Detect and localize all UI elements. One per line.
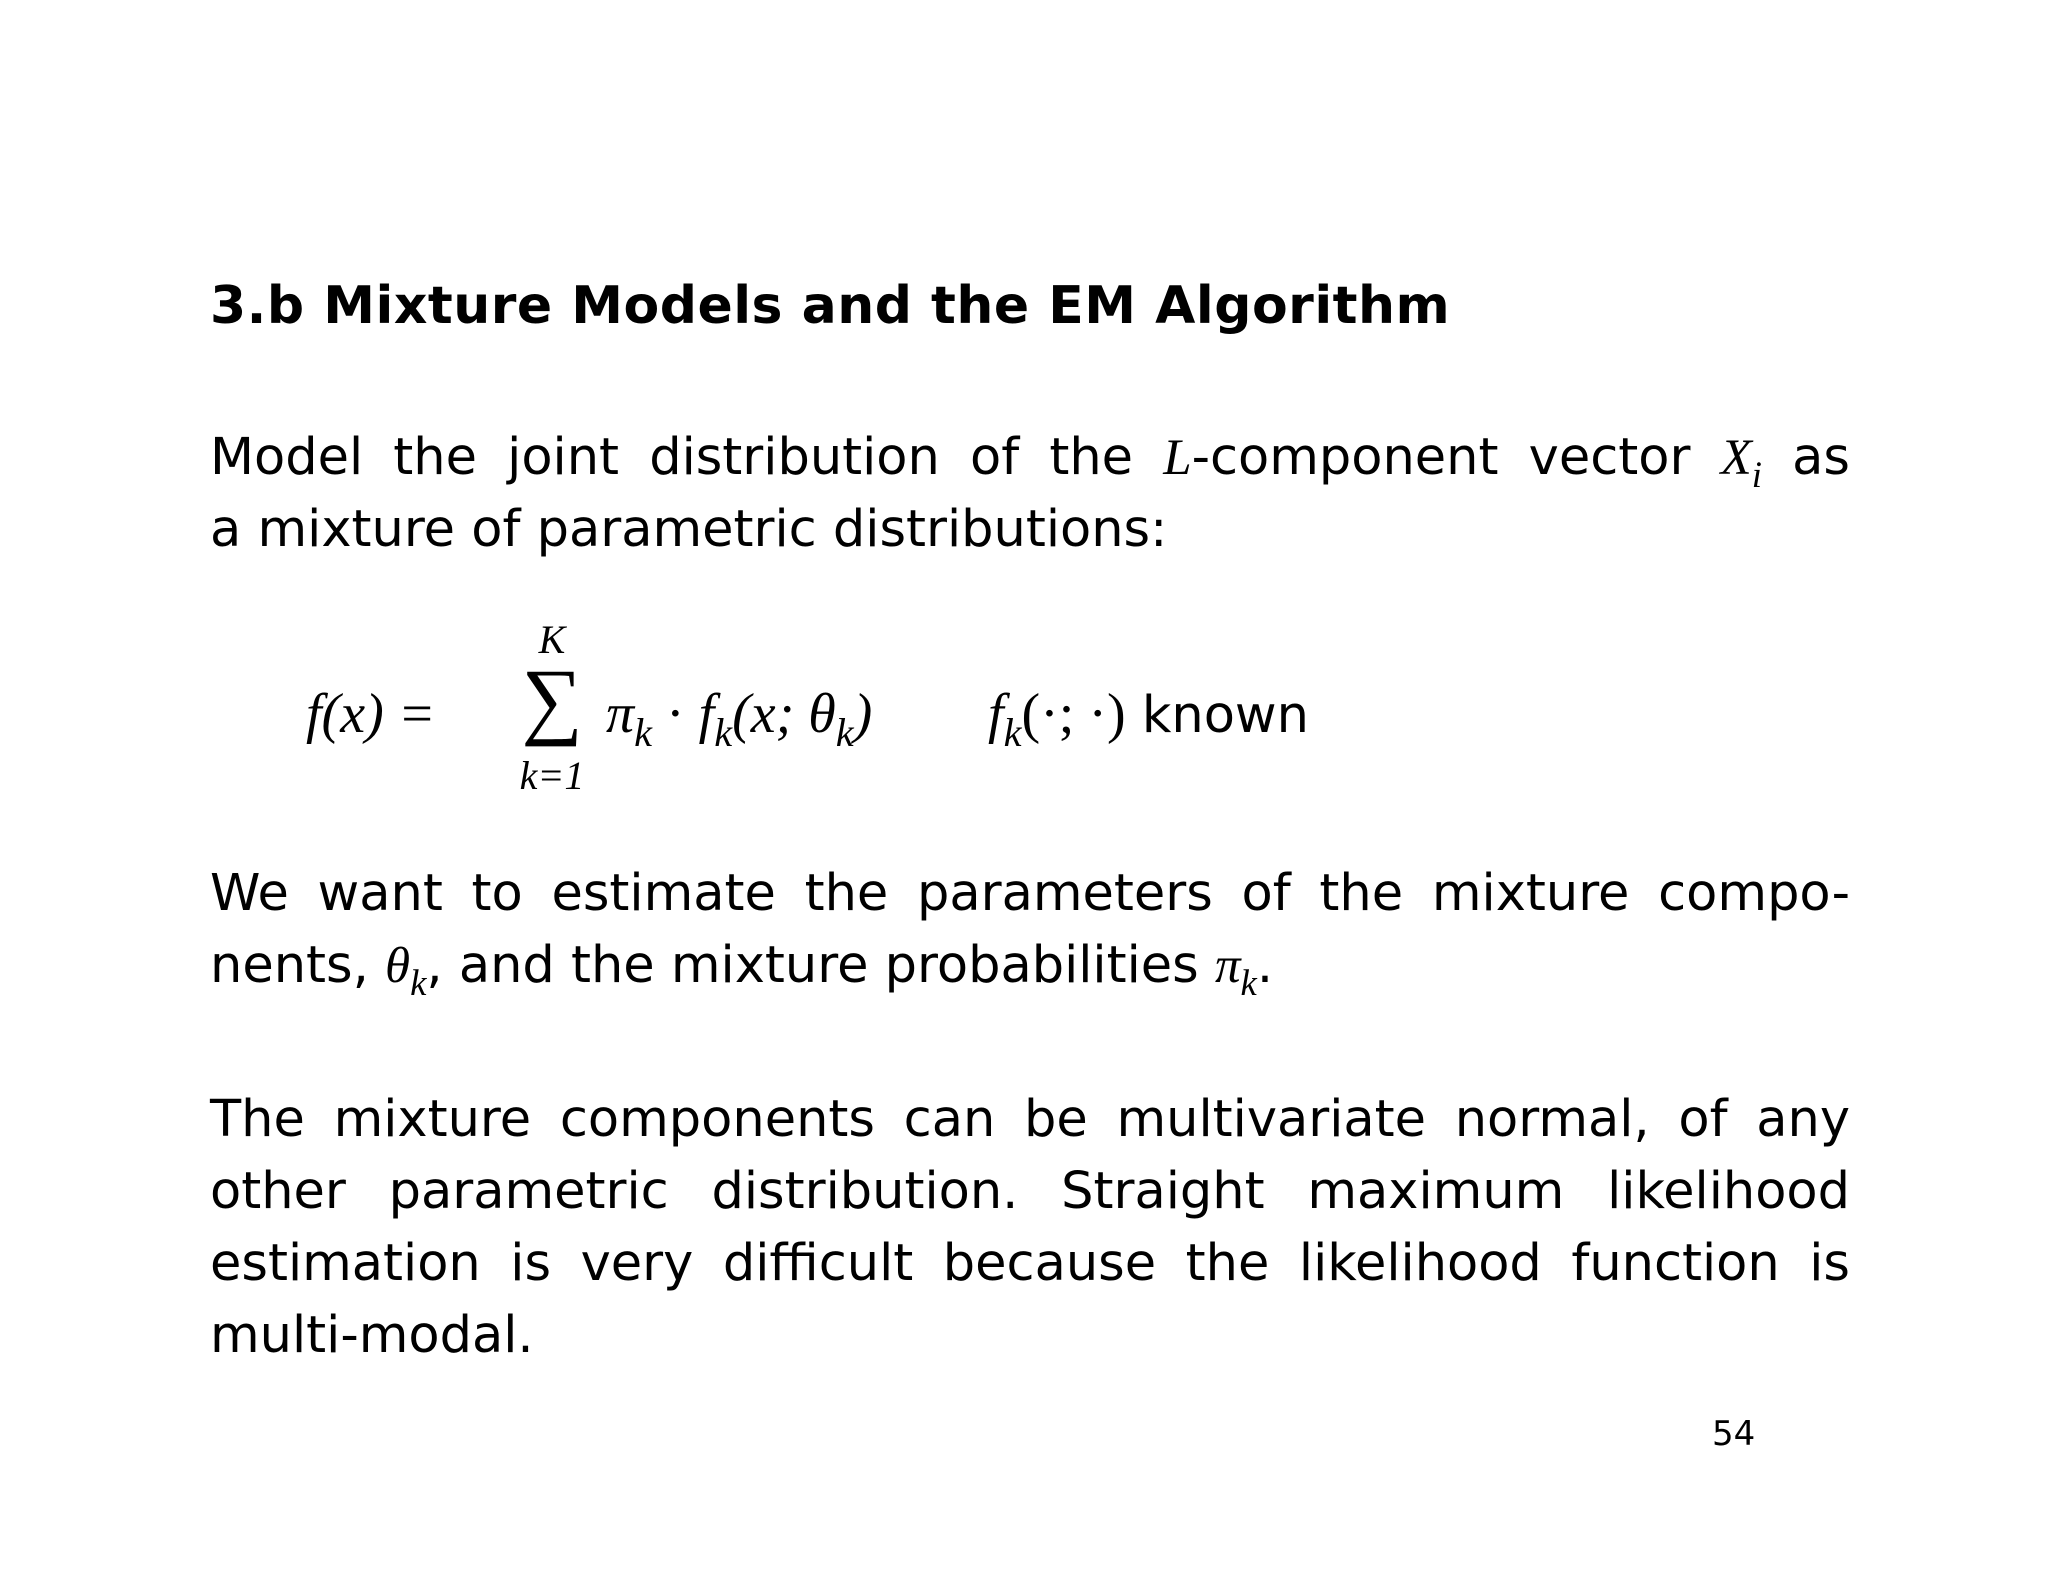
components-line-2: other parametric distribution. Straight maximum likelihood	[210, 1162, 1850, 1221]
estimate-paragraph	[210, 858, 1850, 1002]
intro-line-2: a mixture of parametric distributions:	[210, 500, 1168, 559]
mixture-formula	[306, 617, 1706, 820]
formula-note: $f_k(\cdot$; ·) known	[988, 683, 1309, 756]
estimate-line-2: nents, $\theta_k$, and the mixture probabilities $\pi_k$.	[210, 936, 1274, 1003]
components-line-4: multi-modal.	[210, 1306, 534, 1365]
summation	[502, 617, 602, 820]
components-line-3: estimation is very difficult because the likelihood function is	[210, 1234, 1850, 1293]
sum-lower-limit: k=1	[519, 753, 585, 798]
subscript-i: i	[1751, 453, 1762, 495]
var-X: X	[1720, 430, 1752, 486]
sum-upper-limit: K	[538, 617, 566, 662]
intro-paragraph	[210, 422, 1850, 566]
var-L: L	[1163, 430, 1192, 486]
page-number: 54	[1712, 1414, 1756, 1454]
intro-line-1: Model the joint distribution of the L-component vector $X_i$ as	[210, 428, 1850, 495]
sum-symbol: ∑	[521, 651, 583, 747]
components-line-1: The mixture components can be multivariate normal, of any	[210, 1090, 1850, 1149]
formula-lhs: f(x) =	[306, 683, 436, 745]
slide-title: 3.b Mixture Models and the EM Algorithm	[210, 276, 1451, 336]
formula-rhs: $\pi_k \cdot f_k(x$; $\theta_k$)	[606, 683, 873, 756]
components-paragraph	[210, 1084, 1850, 1372]
estimate-line-1: We want to estimate the parameters of the mixture compo-	[210, 864, 1850, 923]
